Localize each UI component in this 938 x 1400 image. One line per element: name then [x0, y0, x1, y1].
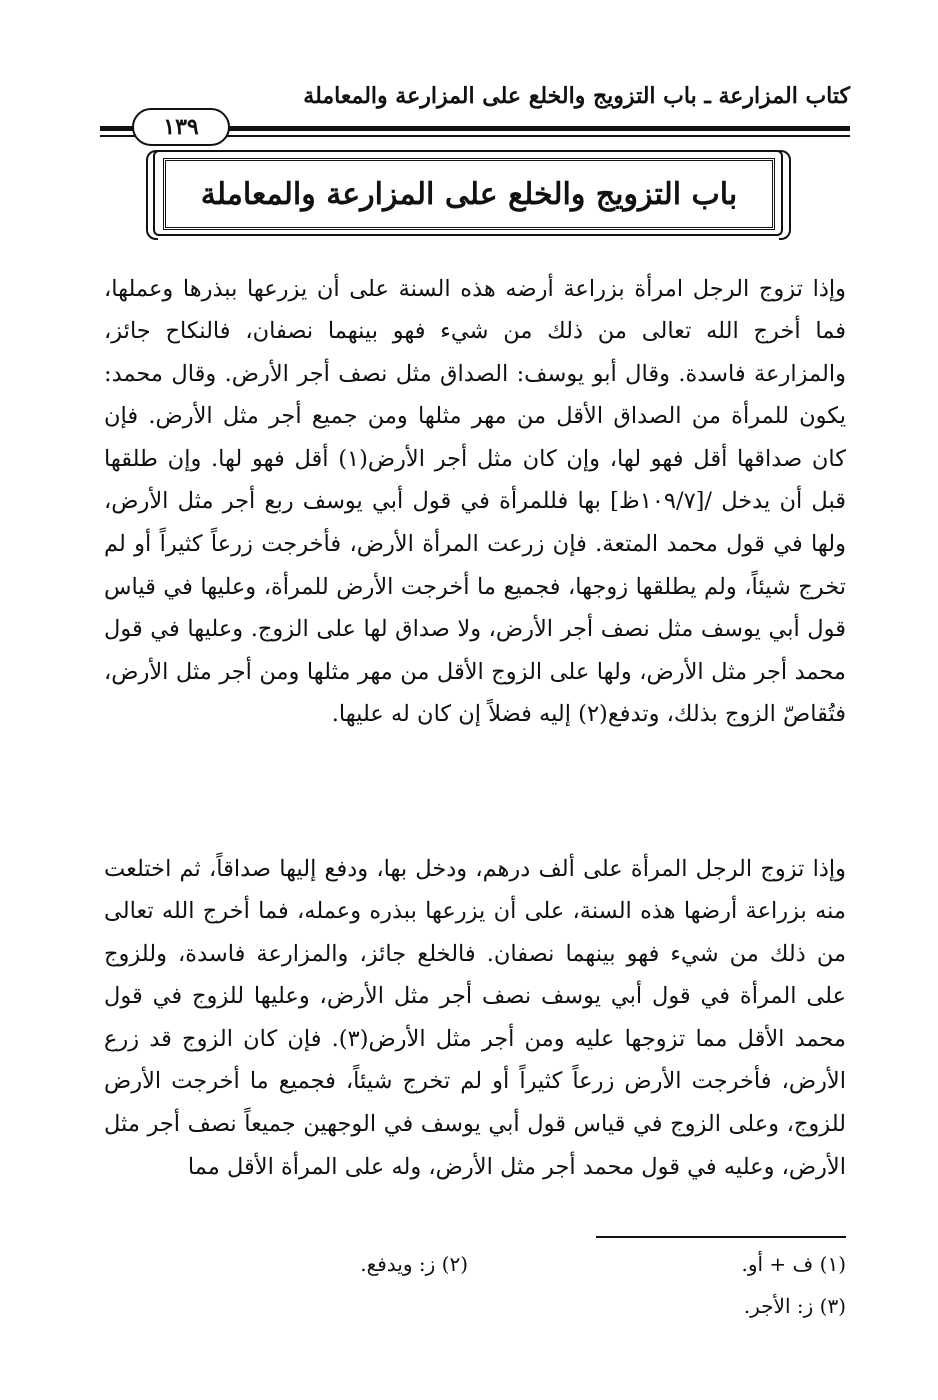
running-header: كتاب المزارعة ـ باب التزويج والخلع على المزارعة والمعاملة	[303, 83, 850, 109]
title-frame-inner	[163, 158, 775, 230]
page-number-text: ١٣٩	[163, 114, 199, 140]
section-title: باب التزويج والخلع على المزارعة والمعاملة	[200, 176, 738, 212]
footnote-3: (٣) ز: الأجر.	[743, 1294, 846, 1318]
footnote-2: (٢) ز: ويدفع.	[360, 1252, 468, 1276]
footnote-rule	[596, 1236, 846, 1238]
body-paragraph-1: وإذا تزوج الرجل امرأة بزراعة أرضه هذه السنة على أن يزرعها ببذرها وعملها، فما أخرج الله تعالى من ذلك من شيء فهو بينهما نصفان، فالنكاح جائز، والمزارعة فاسدة. وقال أبو يوسف: الصداق مثل نصف أجر الأرض. وقال محمد: يكون للمرأة من الصداق الأقل من مهر مثلها ومن جميع أجر مثل الأرض. فإن كان صداقها أقل فهو لها، وإن كان مثل أجر الأرض(١) أقل فهو لها. وإن طلقها قبل أن يدخل /[١٠٩/٧ظ] بها فللمرأة في قول أبي يوسف ربع أجر مثل الأرض، ولها في قول محمد المتعة. فإن زرعت المرأة الأرض، فأخرجت زرعاً كثيراً أو لم تخرج شيئاً، ولم يطلقها زوجها، فجميع ما أخرجت الأرض للمرأة، وعليها في قياس قول أبي يوسف مثل نصف أجر الأرض، ولا صداق لها على الزوج. وعليها في قول محمد أجر مثل الأرض، ولها على الزوج الأقل من مهر مثلها ومن أجر مثل الأرض، فتُقاصّ الزوج بذلك، وتدفع(٢) إليه فضلاً إن كان له عليها.	[104, 275, 847, 728]
body-paragraph-2: وإذا تزوج الرجل المرأة على ألف درهم، ودخل بها، ودفع إليها صداقاً، ثم اختلعت منه بزراعة أرضها هذه السنة، على أن يزرعها ببذره وعمله، فما أخرج الله تعالى من ذلك من شيء فهو بينهما نصفان. فالخلع جائز، والمزارعة فاسدة، وللزوج على المرأة في قول أبي يوسف نصف أجر مثل الأرض، وعليها للزوج في قول محمد الأقل مما تزوجها عليه ومن أجر مثل الأرض(٣). فإن كان الزوج قد زرع الأرض، فأخرجت الأرض زرعاً كثيراً أو لم تخرج شيئاً، فجميع ما أخرجت الأرض للزوج، وعلى الزوج في قياس قول أبي يوسف في الوجهين جميعاً نصف أجر مثل الأرض، وعليه في قول محمد أجر مثل الأرض، وله على المرأة الأقل مما	[104, 855, 846, 1180]
footnote-1: (١) ف + أو.	[741, 1252, 846, 1276]
page-number	[132, 108, 230, 146]
